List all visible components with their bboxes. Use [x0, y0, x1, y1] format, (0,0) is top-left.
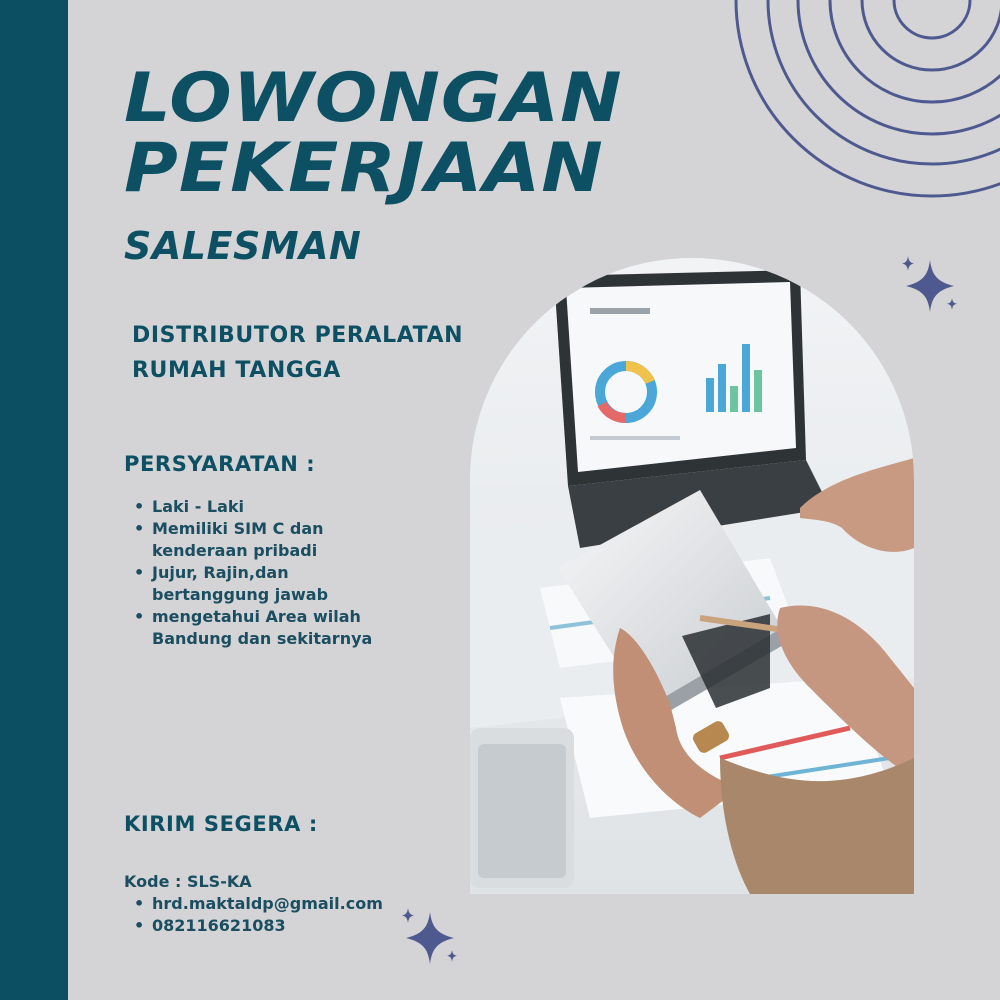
office-photo — [470, 258, 914, 894]
requirements-heading: PERSYARATAN : — [124, 452, 316, 476]
sparkle-icon — [896, 254, 962, 320]
list-item-text: kenderaan pribadi — [152, 541, 318, 560]
list-item-text: • mengetahui Area wilah — [152, 607, 361, 626]
company-line-2: RUMAH TANGGA — [132, 358, 341, 383]
list-item-text: Bandung dan sekitarnya — [152, 629, 373, 648]
sparkle-icon — [396, 906, 462, 972]
job-position: SALESMAN — [124, 224, 362, 268]
title-line-1: LOWONGAN — [124, 59, 623, 138]
contact-list — [130, 893, 383, 937]
requirements-list — [130, 496, 372, 650]
concentric-rings-icon — [700, 0, 1000, 200]
side-accent-bar — [0, 0, 68, 1000]
list-item-text: • Memiliki SIM C dan — [152, 519, 324, 538]
company-line-1: DISTRIBUTOR PERALATAN — [132, 323, 464, 348]
title-line-2: PEKERJAAN — [124, 129, 604, 208]
page-title — [124, 59, 623, 208]
list-item-text: bertanggung jawab — [152, 585, 329, 604]
apply-heading: KIRIM SEGERA : — [124, 812, 318, 836]
list-item-text: • Jujur, Rajin,dan — [152, 563, 289, 582]
contact-phone[interactable]: • 082116621083 — [130, 915, 383, 937]
job-code: Kode : SLS-KA — [124, 872, 252, 891]
list-item — [130, 496, 372, 518]
list-item — [130, 606, 372, 650]
list-item-text: • Laki - Laki — [152, 497, 245, 516]
list-item — [130, 562, 372, 606]
company-description — [132, 318, 463, 388]
contact-email[interactable]: • hrd.maktaldp@gmail.com — [130, 893, 383, 915]
list-item — [130, 518, 372, 562]
